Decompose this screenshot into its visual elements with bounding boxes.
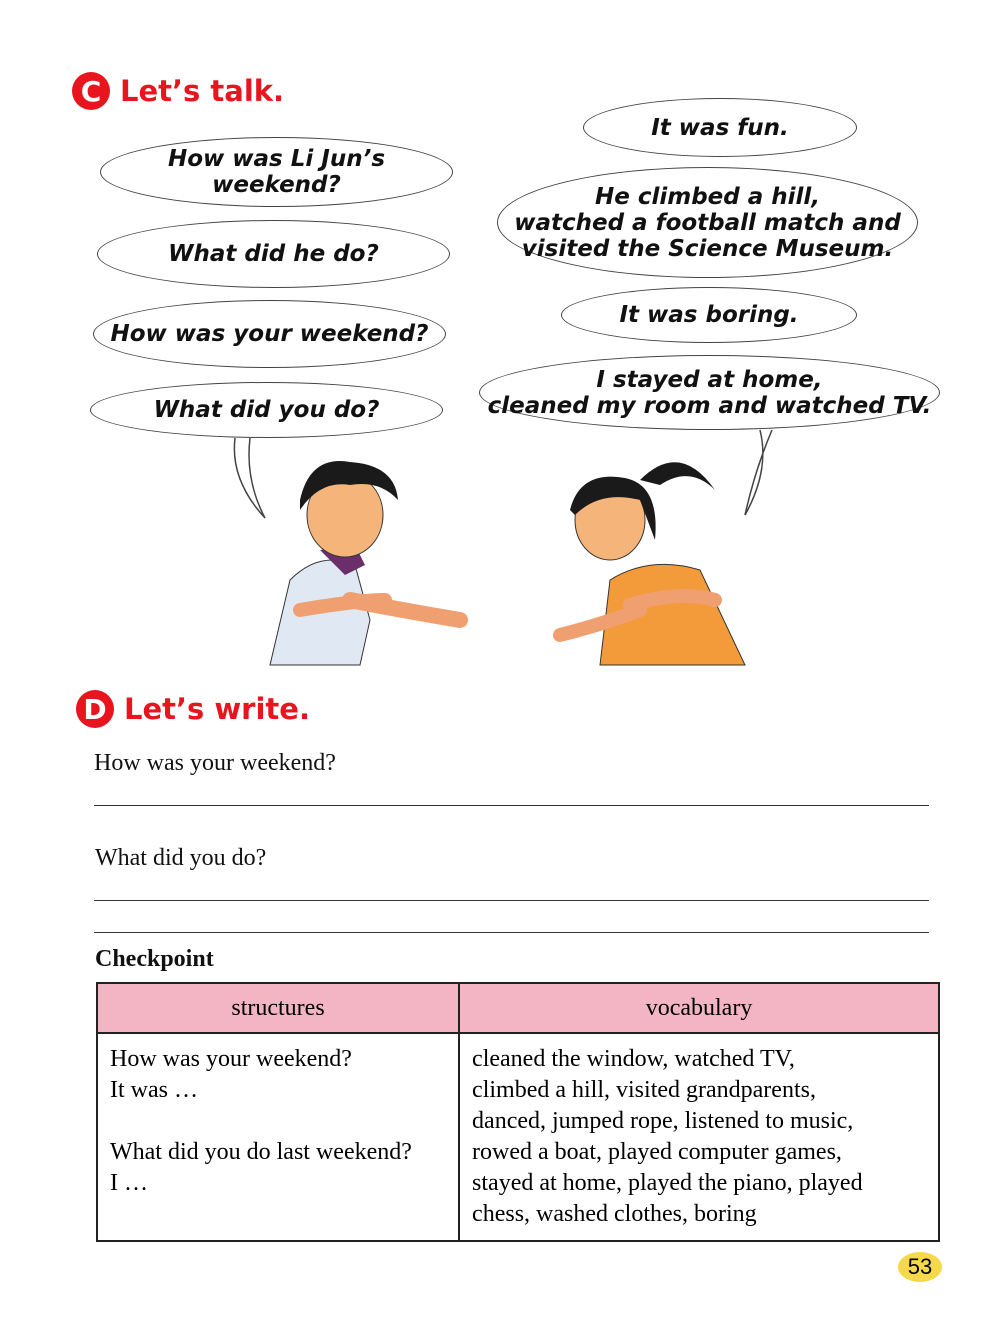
header-vocabulary: vocabulary	[459, 983, 939, 1033]
structure-line: What did you do last weekend?	[110, 1139, 412, 1165]
section-d-heading: Let’s write.	[124, 692, 310, 726]
speech-bubble: It was fun.	[583, 98, 857, 157]
structure-line: It was …	[110, 1077, 198, 1103]
header-structures: structures	[97, 983, 459, 1033]
speech-bubble: How was Li Jun’s weekend?	[100, 137, 453, 207]
section-d-title	[76, 690, 310, 728]
speech-bubble: How was your weekend?	[93, 300, 446, 368]
vocab-line: chess, washed clothes, boring	[472, 1201, 757, 1227]
structure-line: I …	[110, 1170, 148, 1196]
page-number: 53	[898, 1252, 942, 1282]
left-bubble-tail	[234, 438, 265, 518]
section-c-badge: C	[72, 72, 110, 110]
speech-bubble: I stayed at home, cleaned my room and watched TV.	[479, 355, 940, 430]
boy-illustration	[270, 461, 460, 665]
vocabulary-cell	[459, 1033, 939, 1241]
section-c-heading: Let’s talk.	[120, 74, 285, 108]
speech-bubble: What did you do?	[90, 382, 443, 438]
right-bubble-tail	[745, 430, 772, 515]
speech-bubble: It was boring.	[561, 287, 857, 343]
vocab-line: climbed a hill, visited grandparents,	[472, 1077, 816, 1103]
answer-line[interactable]	[94, 932, 929, 933]
question-1: How was your weekend?	[94, 750, 336, 776]
vocab-line: danced, jumped rope, listened to music,	[472, 1108, 854, 1134]
girl-illustration	[560, 462, 745, 665]
structures-cell	[97, 1033, 459, 1241]
structure-line: How was your weekend?	[110, 1046, 352, 1072]
checkpoint-table	[96, 982, 940, 1242]
answer-line[interactable]	[94, 805, 929, 806]
section-d-badge: D	[76, 690, 114, 728]
speech-bubble: He climbed a hill, watched a football match and visited the Science Museum.	[497, 167, 918, 278]
speech-bubble: What did he do?	[97, 220, 450, 288]
vocab-line: stayed at home, played the piano, played	[472, 1170, 863, 1196]
checkpoint-title: Checkpoint	[95, 946, 214, 972]
answer-line[interactable]	[94, 900, 929, 901]
question-2: What did you do?	[95, 845, 267, 871]
vocab-line: rowed a boat, played computer games,	[472, 1139, 842, 1165]
vocab-line: cleaned the window, watched TV,	[472, 1046, 795, 1072]
